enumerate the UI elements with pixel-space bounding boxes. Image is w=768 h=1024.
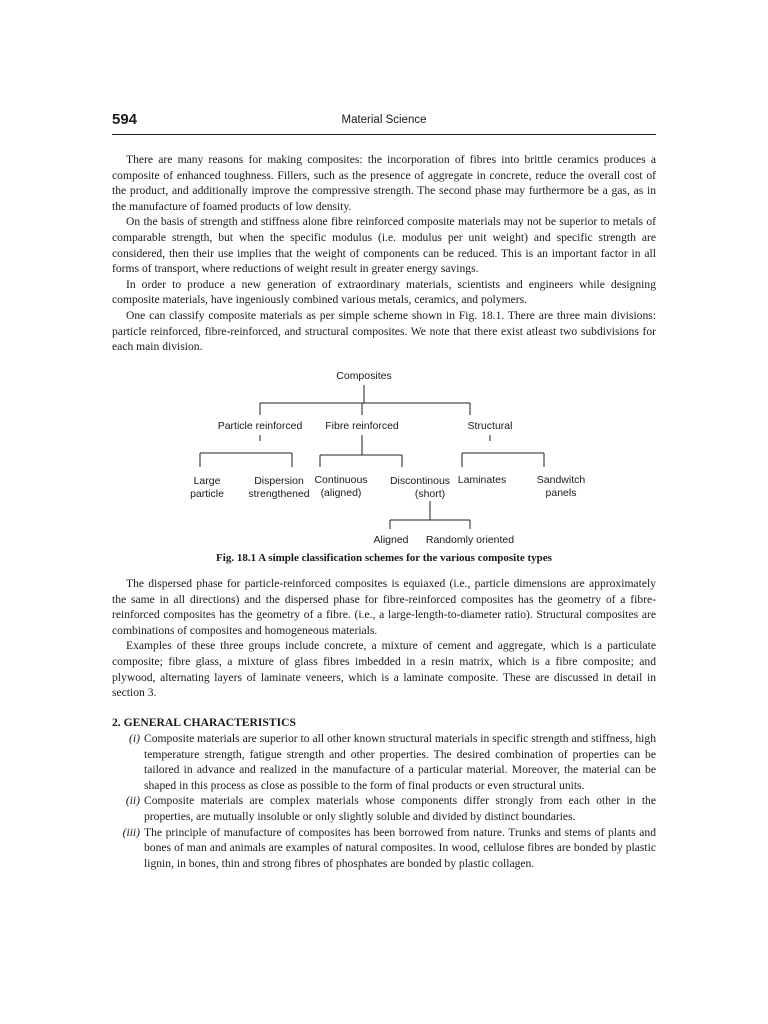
node-sandwich-panels: Sandwitch [536,474,586,486]
node-structural: Structural [467,420,513,432]
node-continuous-line2: (aligned) [320,487,362,499]
paragraph: The dispersed phase for particle-reinforced composites is equiaxed (i.e., particle dimensions are approximately the same in all directions) and the dispersed phase for fibre-reinforced composites has the geometry of a fibre-reinforced composites has the geometry of a fibre. (i.e., a large-length-to-diameter ratio). Structural composites are combinations of composites and homogeneous materials. [112,577,656,637]
node-discontinous-line2: (short) [414,488,446,500]
list-item-number: (iii) [122,825,140,839]
node-aligned: Aligned [373,534,409,546]
paragraph: In order to produce a new generation of extraordinary materials, scientists and engineers while designing composite materials, have ingeniously combined various metals, ceramics, and polymers. [112,277,656,307]
node-dispersion-strengthened-line2: strengthened [248,488,310,500]
page-number: 594 [112,111,138,128]
node-dispersion-strengthened: Dispersion [254,475,304,487]
node-randomly-oriented: Randomly oriented [425,534,515,546]
running-head: Material Science [341,114,427,126]
paragraph: There are many reasons for making composites: the incorporation of fibres into brittle ceramics produces a composite of enhanced toughness. Fillers, such as the presence of aggregate in concrete, reduce the overall cost of the product, and additionally improve the compressive strength. The second phase may furthermore be a gas, as in the manufacture of foamed products of low density. [112,153,656,213]
node-sandwich-panels-line2: panels [545,487,577,499]
list-item [112,825,656,872]
figure-18-1 [112,365,656,570]
list-item [112,793,656,824]
node-particle-reinforced: Particle reinforced [217,420,303,432]
paragraph: One can classify composite materials as per simple scheme shown in Fig. 18.1. There are three main divisions: particle reinforced, fibre-reinforced, and structural composites. We note that there exist atleast two subdivisions for each main division. [112,308,656,354]
list-item-text: Composite materials are superior to all other known structural materials in specific strength and stiffness, high temperature strength, fatigue strength and other properties. The desired combination of properties can be tailored in advance and realized in the manufacture of a particular material. Moreover, the material can be shaped in this process as close as possible to the form of final products or even structural units. [144,732,656,792]
node-discontinous: Discontinous [389,475,451,487]
classification-tree-diagram [112,365,656,550]
node-fibre-reinforced: Fibre reinforced [325,420,399,432]
list-item-number: (ii) [125,794,140,808]
list-item-text: The principle of manufacture of composites has been borrowed from nature. Trunks and stems of plants and bones of man and animals are examples of natural composites. In wood, cellulose fibres are bonded by plastic lignin, in bones, thin and strong fibres of phosphates are bonded by plastic collagen. [144,825,656,870]
node-large-particle-line2: particle [190,488,224,500]
page-header [112,110,656,135]
node-continuous: Continuous [314,474,368,486]
node-laminates: Laminates [457,474,507,486]
body-text [112,576,656,701]
characteristics-list [112,731,656,871]
list-item [112,731,656,793]
figure-caption: Fig. 18.1 A simple classification schemes for the various composite types [216,552,552,564]
paragraph: Examples of these three groups include concrete, a mixture of cement and aggregate, which is a particulate composite; fibre glass, a mixture of glass fibres imbedded in a resin matrix, which is a fibre composite; and plywood, alternating layers of laminate veneers, which is a laminate composite. These are discussed in detail in section 3. [112,639,656,700]
list-item-number: (i) [129,732,140,745]
paragraph: On the basis of strength and stiffness alone fibre reinforced composite materials may not be superior to metals of comparable strength, but when the specific modulus (i.e. modulus per unit weight) and specific strength are considered, then their use implies that the weight of components can be reduced. This is an important factor in all forms of transport, where reductions of weight result in greater energy savings. [112,215,656,276]
node-large-particle: Large [193,475,221,487]
section-heading: 2. GENERAL CHARACTERISTICS [112,716,296,729]
node-composites: Composites [336,370,392,382]
intro-text [112,152,656,355]
list-item-text: Composite materials are complex materials whose components differ strongly from each other in the properties, are mutually insoluble or only slightly soluble and divided by distinct boundaries. [144,794,656,823]
